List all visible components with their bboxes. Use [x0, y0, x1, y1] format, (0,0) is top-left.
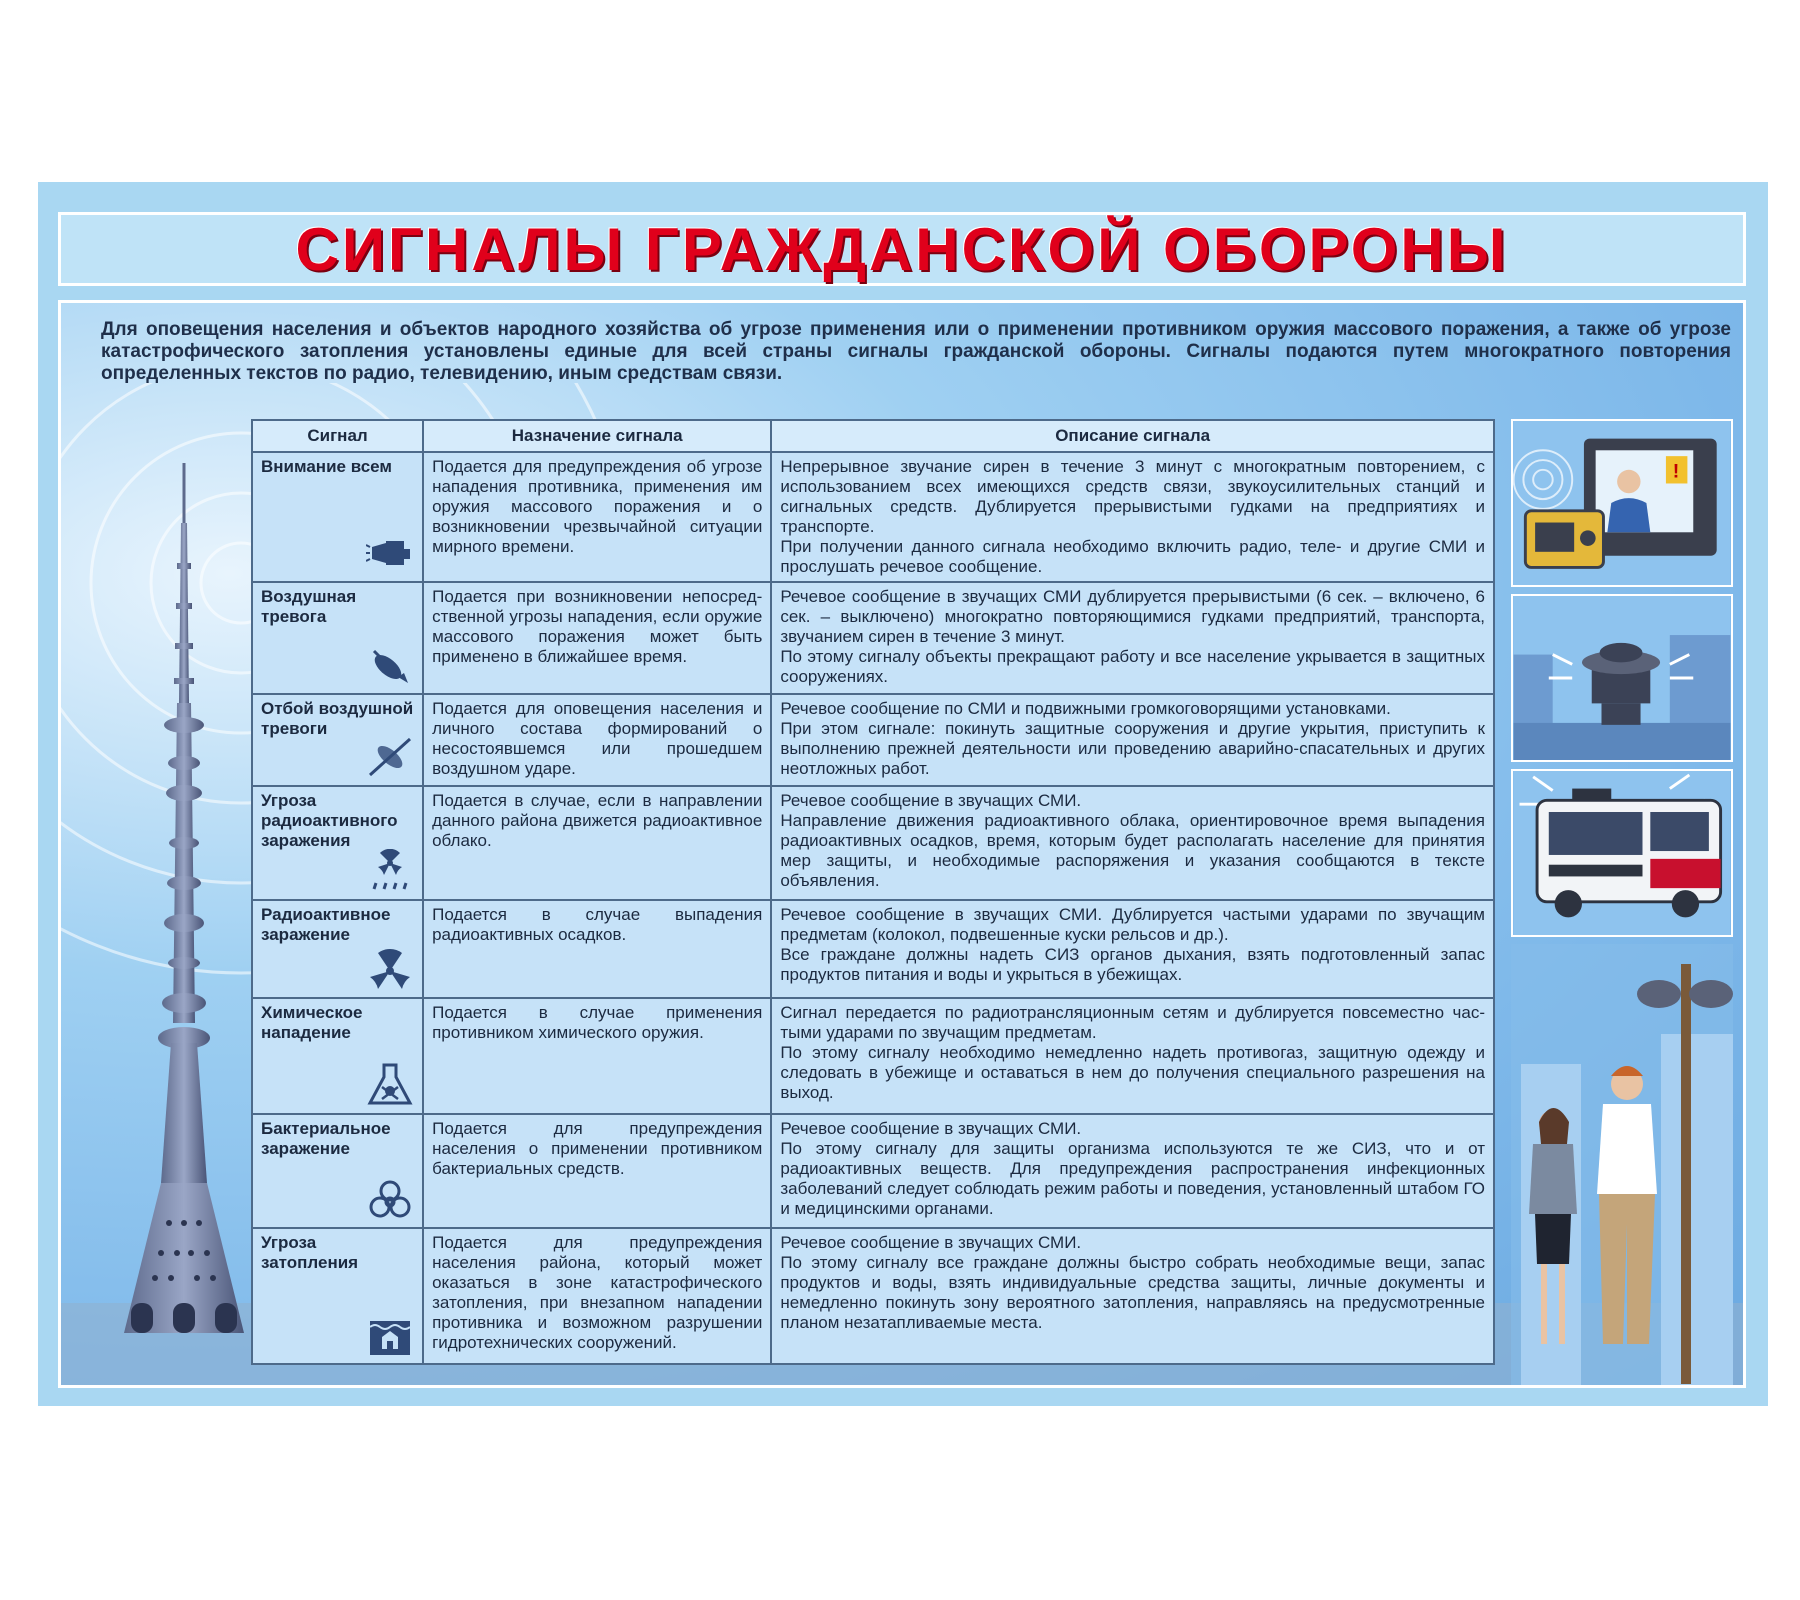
signal-name: Бактериальное заражение	[261, 1119, 391, 1158]
radiation-icon	[366, 947, 414, 991]
loudspeaker-icon	[366, 531, 414, 575]
description-paragraph: По этому сигналу необходимо немедленно надеть противогаз, защитную одежду и следовать в убежище и оставаться в нем до получения специального разрешения на выход.	[780, 1043, 1485, 1102]
table-row	[252, 452, 1494, 582]
signal-name: Внимание всем	[261, 457, 392, 476]
description-paragraph: Направление движения радиоактивного облака, ориентировочное время выпадения радиоактивных осадков, время, которым будет располагать население для принятия мер защиты, и необходимые распоряжения и указания сообщаются в тексте объявления.	[780, 811, 1485, 890]
flood-house-icon	[366, 1313, 414, 1357]
signal-cell	[252, 1228, 423, 1364]
crossed-bomb-icon	[366, 735, 414, 779]
description-cell	[771, 998, 1494, 1114]
siren-illustration	[1511, 594, 1733, 762]
table-row	[252, 998, 1494, 1114]
table-row	[252, 1114, 1494, 1228]
description-paragraph: Речевое сообщение в звучащих СМИ.	[780, 1233, 1082, 1252]
purpose-cell: Подается для предупреждения об угрозе нападения противника, применения им оружия массового поражения и о возникновении чрезвычайной ситуации мирного времени.	[423, 452, 771, 582]
description-paragraph: Непрерывное звучание сирен в течение 3 минут с многократным повторением, с использованием всех имеющихся средств связи, звукоусилительных станций и сигнальных средств. Дублируется прерывистыми гудками на предприятиях и транспорте.	[780, 457, 1485, 536]
description-cell	[771, 1228, 1494, 1364]
description-paragraph: Речевое сообщение по СМИ и подвижными громкоговорящими установками.	[780, 699, 1391, 718]
signal-name: Химическое нападение	[261, 1003, 363, 1042]
table-row	[252, 582, 1494, 694]
description-paragraph: По этому сигналу объекты прекращают работу и все население укрывается в защитных сооружениях.	[780, 647, 1485, 686]
people-loudspeaker-illustration	[1511, 944, 1733, 1388]
biohazard-icon	[366, 1177, 414, 1221]
column-header-signal: Сигнал	[252, 420, 423, 452]
table-row	[252, 900, 1494, 998]
purpose-cell: Подается при возникновении непосред-ственной угрозы нападения, если оружие массового поражения может быть применено в ближайшее время.	[423, 582, 771, 694]
signal-cell	[252, 694, 423, 786]
signal-name: Угроза затопления	[261, 1233, 359, 1272]
table-header-row	[252, 420, 1494, 452]
description-cell	[771, 786, 1494, 900]
signal-cell	[252, 452, 423, 582]
description-cell	[771, 582, 1494, 694]
purpose-cell: Подается для оповещения населения и личного состава формирований о несостоявшемся или прошедшем воздушном ударе.	[423, 694, 771, 786]
table-row	[252, 694, 1494, 786]
table-row	[252, 786, 1494, 900]
purpose-cell: Подается в случае выпадения радиоактивных осадков.	[423, 900, 771, 998]
purpose-cell: Подается для предупреждения населения о применении противником бактериальных средств.	[423, 1114, 771, 1228]
signal-cell	[252, 786, 423, 900]
purpose-cell: Подается для предупреждения населения района, который может оказаться в зоне катастрофического затопления, при внезапном нападении противника и возможном разрушении гидротехнических сооружений.	[423, 1228, 771, 1364]
column-header-description: Описание сигнала	[771, 420, 1494, 452]
description-paragraph: По этому сигналу для защиты организма используются те же СИЗ, что и от радиоактивных веществ. Для предупреждения распространения инфекционных заболеваний следует соблюдать режим работы и поведения, установленный штабом ГО и медицинскими органами.	[780, 1139, 1485, 1218]
signal-cell	[252, 582, 423, 694]
purpose-cell: Подается в случае применения противником химического оружия.	[423, 998, 771, 1114]
description-cell	[771, 1114, 1494, 1228]
description-paragraph: Речевое сообщение в звучащих СМИ.	[780, 791, 1082, 810]
signal-cell	[252, 998, 423, 1114]
signal-cell	[252, 900, 423, 998]
description-paragraph: Речевое сообщение в звучащих СМИ.	[780, 1119, 1082, 1138]
bus-illustration	[1511, 769, 1733, 937]
signal-name: Отбой воздушной тревоги	[261, 699, 414, 738]
table-row	[252, 1228, 1494, 1364]
purpose-cell: Подается в случае, если в направлении данного района движется радиоактивное облако.	[423, 786, 771, 900]
description-paragraph: При получении данного сигнала необходимо включить радио, теле- и другие СМИ и прослушать речевое сообщение.	[780, 537, 1485, 576]
description-cell	[771, 452, 1494, 582]
svg-text:!: !	[1672, 460, 1680, 483]
tv-tower-illustration	[119, 463, 249, 1343]
title-bar	[58, 212, 1746, 286]
signal-name: Угроза радиоактивного заражения	[261, 791, 398, 850]
radiation-rain-icon	[366, 849, 414, 893]
description-paragraph: Все граждане должны надеть СИЗ органов дыхания, взять подготовленный запас продуктов питания и воды и укрыться в убежищах.	[780, 945, 1485, 984]
poster	[38, 182, 1768, 1406]
content-panel	[58, 300, 1746, 1388]
signal-name: Радиоактивное заражение	[261, 905, 391, 944]
page-title: СИГНАЛЫ ГРАЖДАНСКОЙ ОБОРОНЫ	[295, 215, 1509, 283]
description-paragraph: При этом сигнале: покинуть защитные сооружения и другие укрытия, приступить к выполнению прежней деятельности или проведению аварийно-спасательных и других неотложных работ.	[780, 719, 1485, 778]
description-paragraph: Сигнал передается по радиотрансляционным сетям и дублируется повсеместно час-тыми ударами по звучащим предметам.	[780, 1003, 1485, 1042]
description-cell	[771, 694, 1494, 786]
column-header-purpose: Назначение сигнала	[423, 420, 771, 452]
tv-radio-illustration	[1511, 419, 1733, 587]
signal-name: Воздушная тревога	[261, 587, 357, 626]
description-paragraph: По этому сигналу все граждане должны быстро собрать необходимые вещи, запас продуктов и воды, взять индивидуальные средства защиты, личные документы и немедленно покинуть зону вероятного затопления, направляясь на предусмотренные планом незатапливаемые места.	[780, 1253, 1485, 1332]
description-cell	[771, 900, 1494, 998]
bomb-icon	[366, 643, 414, 687]
signals-table	[251, 419, 1495, 1365]
signal-cell	[252, 1114, 423, 1228]
intro-text: Для оповещения населения и объектов народного хозяйства об угрозе применения или о применении противником оружия массового поражения, а также об угрозе катастрофического затопления установлены единые для всей страны сигналы гражданской обороны. Сигналы подаются путем многократного повторения определенных текстов по радио, телевидению, иным средствам связи.	[101, 319, 1731, 384]
chemical-flask-icon	[366, 1063, 414, 1107]
description-paragraph: Речевое сообщение в звучащих СМИ. Дублируется частыми ударами по звучащим предметам (колокол, подвешенные куски рельсов и др.).	[780, 905, 1485, 944]
description-paragraph: Речевое сообщение в звучащих СМИ дублируется прерывистыми (6 сек. – включено, 6 сек. – выключено) многократно повторяющимися гудками предприятий, транспорта, звучанием сирен в течение 3 минут.	[780, 587, 1485, 646]
